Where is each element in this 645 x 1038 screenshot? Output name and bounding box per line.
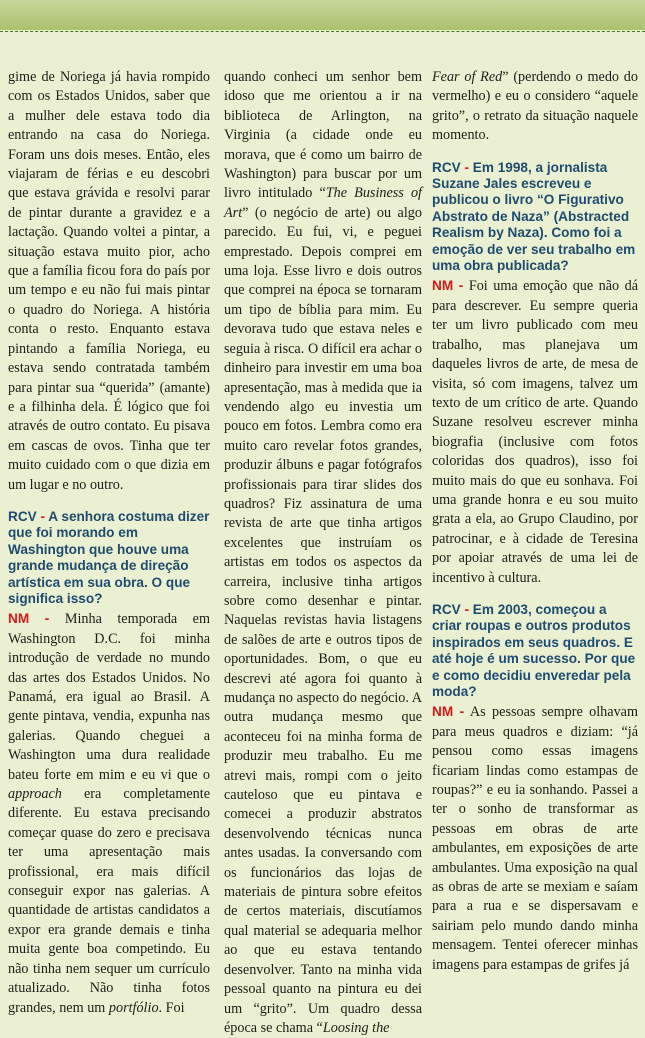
dash: - (458, 278, 464, 295)
dash: - (464, 601, 470, 617)
column-1 (8, 68, 210, 1018)
answer-text: As pessoas sempre olhavam para meus quadros e diziam: “já pensou como essas imagens ficariam lindas como estampas de roupas?” e eu ia sonhando. Passei a ter o sonho de transformar as pessoas em obras de arte ambulantes, em exposições de arte ambulantes. Uma exposição na qual as obras de arte se mexiam e saíam para a rua e se dispersavam e sairiam pelo mundo dando minha mensagem. Tentei oferecer minhas imagens para estampas de grifes já (432, 704, 638, 973)
nm-tag: NM (8, 611, 30, 627)
answer (8, 609, 210, 1018)
question-text: Em 2003, começou a criar roupas e outros produtos inspirados em seus quadros. E até hoje é um sucesso. Por que e como decidiu enveredar pela moda? (432, 601, 636, 699)
answer-text: Minha temporada em Washington D.C. foi minha introdução de verdade no mundo das artes dos Estados Unidos. No Panamá, era igual ao Brasil. A gente pintava, vendia, expunha nas galerias. Quando cheguei a Washington uma dura realidade bateu forte em mim e eu vi que o (8, 611, 211, 783)
book-title: The Business of Art (224, 185, 422, 221)
nm-tag: NM (432, 704, 454, 720)
rcv-tag: RCV (432, 159, 461, 175)
answer-text: . Foi (158, 999, 185, 1016)
painting-title: Loosing the (322, 1019, 390, 1036)
nm-tag: NM (432, 278, 454, 294)
text: ” (perdendo o medo do vermelho) e eu o considero “aquele grito”, o retrato da situação naquele momento. (432, 69, 638, 144)
dashed-divider (0, 31, 645, 32)
column-3 (432, 68, 638, 975)
emphasis: approach (8, 786, 62, 803)
paragraph: gime de Noriega já havia rompido com os Estados Unidos, saber que a mulher dele estava todo dia entrando na casa do Noriega. Foram uns dois meses. Então, eles viajaram de férias e eu descobri que estava grávida e resolvi parar de pintar durante a gravidez e a lactação. Quando voltei a pintar, a situação estava muito pior, acho que a família ficou fora do país por um tempo e eu não fui mais pintar o quadro do Noriega. A história conta o resto. Enquanto estava pintando a família Noriega, eu estava sendo contratada também para pintar sua “querida” (amante) e a filhinha dela. É lógico que foi através de outro contato. Eu pisava em cascas de ovos. Tinha que ter muito cuidado com o que dizia em um lugar e no outro. (8, 69, 210, 493)
header-band (0, 0, 645, 30)
rcv-tag: RCV (8, 508, 37, 524)
dash: - (44, 611, 50, 628)
text: quando conheci um senhor bem idoso que me orientou a ir na biblioteca de Arlington, na Virginia (a cidade onde eu morava, que é como um bairro de Washington) para buscar por um livro intitulado “ (224, 69, 422, 202)
answer-text: Foi uma emoção que não dá para descrever. Eu sempre queria ter um livro publicado com meu trabalho, mas planejava um daqueles livros de arte, de mesa de visita, só com imagens, talvez um texto de um crítico de arte. Quando Suzane resolveu escrever minha biografia (inclusive com fotos coloridas dos quadros), isso foi muito mais do que eu sonhava. Foi uma grande honra e eu sou muito grata a ela, ao Grupo Claudino, por patrocinar, e à cidade de Teresina por apoiar através de uma lei de incentivo à cultura. (432, 278, 638, 586)
painting-title: Fear of Red (432, 69, 503, 85)
dash: - (464, 159, 470, 175)
dash: - (40, 508, 46, 524)
question-heading (432, 602, 638, 700)
answer-text: era completamente diferente. Eu estava precisando começar quase do zero e precisava ter uma apresentação mais profissional, era mais difícil conseguir expor nas galerias. A quantidade de artistas candidatos a expor era grande demais e tinha muita gente boa competindo. Eu não tinha nem sequer um currículo atualizado. Não tinha fotos grandes, nem um (8, 786, 210, 1016)
answer (432, 702, 638, 975)
dash: - (459, 704, 465, 721)
rcv-tag: RCV (432, 601, 461, 617)
paragraph (432, 68, 638, 146)
question-heading (432, 160, 638, 275)
emphasis: portfólio (108, 999, 159, 1016)
question-heading (8, 509, 210, 607)
question-text: Em 1998, a jornalista Suzane Jales escreveu e publicou o livro “O Figurativo Abstrato de Naza” (Abstracted Realism by Naza). Como foi a emoção de ver seu trabalho em uma obra publicada? (432, 159, 636, 274)
text: ” (o negócio de arte) ou algo parecido. Eu fui, vi, e peguei emprestado. Depois comprei em uma loja. Esse livro e dois outros que comprei na época se tornaram um tipo de bíblia para mim. Eu devorava tudo que estava neles e seguia à risca. O difícil era achar o dinheiro para investir em uma boa apresentação, mas à medida que ia vendendo algo eu investia um pouco em fotos. Lembra como era muito caro revelar fotos grandes, produzir álbuns e pagar fotógrafos profissionais para tirar slides dos quadros? Fiz assinatura de uma revista de arte que tinha artigos excelentes que instruíam os artistas em todos os aspectos da carreira, inclusive tinha artigos sobre como desenhar e pintar. Naquelas revistas havia listagens de salões de arte e outros tipos de oportunidades. Bom, o que eu descrevi até agora foi quanto à mudança no aspecto do negócio. A outra mudança mesmo que aconteceu foi na minha forma de produzir meu trabalho. Eu me atrevi mais, rompi com o jeito cauteloso que eu pintava e comecei a produzir abstratos desenvolvendo técnicas nunca antes usadas. Ia conversando com os funcionários das lojas de materiais de pintura sobre efeitos de certos materiais, discutíamos qual material se adequaria melhor ao que eu estava tentando desenvolver. Tanto na minha vida pessoal quanto na pintura eu dei um “grito”. Um quadro dessa época se chama “ (224, 204, 422, 1036)
column-2 (224, 68, 422, 1038)
answer (432, 276, 638, 588)
question-text: A senhora costuma dizer que foi morando em Washington que houve uma grande mudança de direção artística em sua obra. O que significa isso? (8, 508, 210, 606)
paragraph (224, 68, 422, 1038)
